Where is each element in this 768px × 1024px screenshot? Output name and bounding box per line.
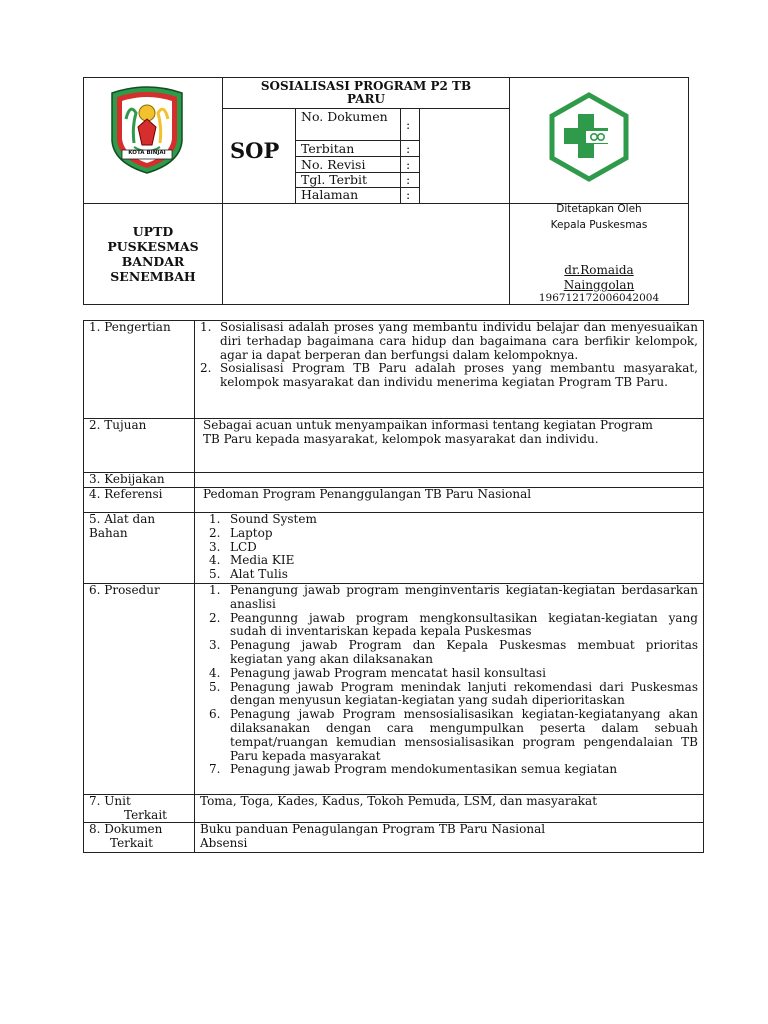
list-item: 2. Laptop (209, 525, 273, 540)
pengertian-list (200, 321, 698, 390)
section-label-unit-line2: Terkait (124, 808, 167, 822)
approval-line1: Ditetapkan Oleh (556, 203, 642, 215)
document-title: SOSIALISASI PROGRAM P2 TB PARU (260, 79, 472, 106)
section-label-dokumen: 8. Dokumen (89, 822, 163, 836)
list-item: 2. Peangunng jawab program mengkonsultasikan kegiatan-kegiatan yang sudah di inventariskan kepada kepala Puskesmas (209, 610, 698, 639)
list-item: 6. Penagung jawab Program mensosialisasikan kegiatan-kegiatanyang akan dilaksanakan dengan cara mengumpulkan peserta dalam sebuah tempat/ruangan kemudian mensosialisasikan program pengendalaian TB Paru kepada masyarakat (209, 707, 698, 763)
list-item: 1. Sosialisasi adalah proses yang membantu individu belajar dan menyesuaikan diri terhadap bagaimana cara hidup dan bagaimana cara berfikir kelompok, agar ia dapat berperan dan berfungsi dalam kelompoknya. (200, 320, 698, 362)
meta-sep: : (406, 157, 411, 172)
meta-label-no-dokumen: No. Dokumen (301, 109, 388, 124)
section-label-unit: 7. Unit (89, 794, 131, 808)
meta-sep: : (406, 172, 411, 187)
list-item: 4. Media KIE (209, 553, 295, 568)
meta-sep: : (406, 187, 411, 202)
section-label-pengertian: 1. Pengertian (89, 320, 171, 334)
meta-label-tgl-terbit: Tgl. Terbit (301, 172, 368, 187)
section-label-referensi: 4. Referensi (89, 487, 163, 501)
logo-caption: KOTA BINJAI (128, 150, 166, 156)
list-item: 3. LCD (209, 539, 257, 554)
dokumen-line1: Buku panduan Penagulangan Program TB Paru Nasional (200, 822, 546, 836)
meta-label-halaman: Halaman (301, 187, 359, 202)
approval-line2: Kepala Puskesmas (550, 219, 648, 231)
meta-label-no-revisi: No. Revisi (301, 157, 366, 172)
approver-nip: 196712172006042004 (538, 292, 660, 304)
sop-label: SOP (230, 138, 280, 163)
prosedur-list (209, 584, 698, 777)
tujuan-text: Sebagai acuan untuk menyampaikan informasi tentang kegiatan Program TB Paru kepada masyarakat, kelompok masyarakat dan individu. (203, 418, 653, 446)
list-item: 1. Sound System (209, 512, 317, 526)
content-divider (194, 320, 195, 853)
organization-name: UPTD PUSKESMAS BANDAR SENEMBAH (107, 224, 199, 284)
header-divider (222, 77, 223, 305)
puskesmas-logo (548, 92, 630, 182)
approver-name: dr.Romaida Nainggolan (563, 263, 635, 292)
row-divider (83, 472, 704, 473)
alat-list (209, 513, 509, 582)
section-label-kebijakan: 3. Kebijakan (89, 472, 165, 486)
meta-label-terbitan: Terbitan (301, 141, 355, 156)
kota-binjai-logo (104, 83, 190, 175)
meta-sep: : (406, 117, 411, 132)
dokumen-line2: Absensi (200, 836, 248, 850)
referensi-text: Pedoman Program Penanggulangan TB Paru Nasional (203, 487, 532, 501)
unit-text: Toma, Toga, Kades, Kadus, Tokoh Pemuda, LSM, dan masyarakat (200, 794, 598, 808)
header-divider (509, 77, 510, 305)
list-item: 3. Penagung jawab Program dan Kepala Puskesmas membuat prioritas kegiatan yang akan dilaksanakan (209, 638, 698, 666)
list-item: 2. Sosialisasi Program TB Paru adalah proses yang membantu masyarakat, kelompok masyarakat dan individu menerima kegiatan Program TB Paru. (200, 361, 698, 390)
list-item: 4. Penagung jawab Program mencatat hasil konsultasi (209, 665, 546, 680)
section-label-alat: 5. Alat dan Bahan (89, 512, 156, 540)
section-label-prosedur: 6. Prosedur (89, 583, 160, 597)
section-label-dokumen-line2: Terkait (110, 836, 153, 850)
list-item: 7. Penagung jawab Program mendokumentasikan semua kegiatan (209, 762, 618, 777)
list-item: 5. Penagung jawab Program menindak lanjuti rekomendasi dari Puskesmas dengan menyusun kegiatan-kegiatan yang sudah diperioritaskan (209, 679, 698, 708)
list-item: 1. Penangung jawab program menginventaris kegiatan-kegiatan berdasarkan anaslisi (209, 583, 698, 611)
section-label-tujuan: 2. Tujuan (89, 418, 147, 432)
meta-sep: : (406, 141, 411, 156)
list-item: 5. Alat Tulis (209, 567, 288, 582)
